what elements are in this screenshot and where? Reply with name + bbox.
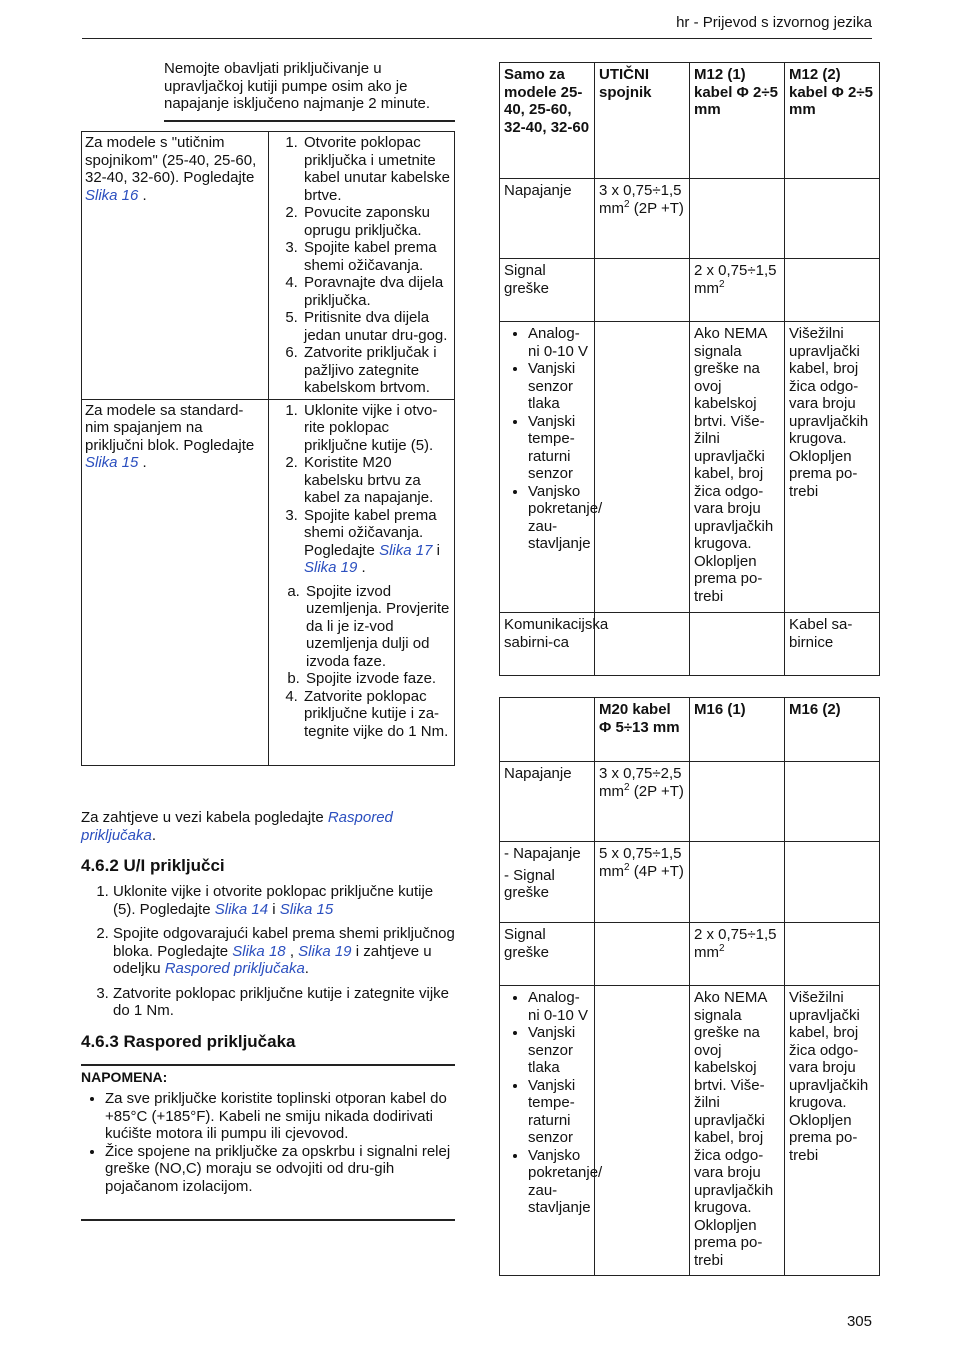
table-cell: Napajanje	[500, 179, 595, 259]
page-number: 305	[846, 1313, 872, 1330]
table-cell	[785, 842, 880, 923]
figure-18-link[interactable]: Slika 18	[232, 942, 286, 960]
list-item	[302, 507, 451, 688]
table-cell: Signal greške	[500, 923, 595, 986]
table-header-cell: M12 (1) kabel Φ 2÷5 mm	[690, 63, 785, 179]
terminal-layout-link[interactable]: Raspored priključaka	[81, 809, 393, 844]
table-cell: Ako NEMA signala greške na ovoj kabelskoj brtvi. Više-žilni upravljački kabel, broj žica odgo-vara broju upravljačkih krugova. Oklopljen prema po-trebi	[690, 322, 785, 613]
table-cell	[595, 613, 690, 676]
connection-instructions-table	[81, 131, 455, 766]
list-item: • Za sve priključke koristite toplinski otporan kabel do +85°C (+185°F). Kabeli ne smiju nikada dodirivati kućište motora ili pumpu ili cjevovod.	[105, 1090, 455, 1143]
list-item: 2. Koristite M20 kabelsku brtvu za kabel za napajanje.	[302, 454, 451, 507]
table-header-cell: M12 (2) kabel Φ 2÷5 mm	[785, 63, 880, 179]
table-cell	[595, 179, 690, 259]
figure-14-link[interactable]: Slika 14	[214, 900, 269, 918]
table-header-cell	[500, 698, 595, 762]
list-item: 2. Povucite zaponsku oprugu priključka.	[302, 204, 451, 239]
warning-divider	[164, 120, 455, 122]
power-spec: 3 x 0,75÷1,5 mm	[599, 182, 682, 217]
power-spec-sup: 2	[624, 781, 630, 793]
plug-steps-cell	[269, 132, 455, 400]
table-cell	[690, 613, 785, 676]
list-item: a. Spojite izvod uzemljenja. Provjerite da li je iz-vod uzemljenja dulji od izvoda faze.	[304, 583, 451, 671]
table-row	[500, 842, 880, 923]
table-cell: Kabel sa-birnice	[785, 613, 880, 676]
cable-ref-suffix: .	[151, 826, 157, 844]
power-spec-tail: (2P +T)	[629, 782, 684, 800]
list-item: • Vanjsko pokretanje/ zau-stavljanje	[528, 483, 591, 553]
table-cell	[690, 179, 785, 259]
note-top-rule	[81, 1064, 455, 1066]
table-cell: Ako NEMA signala greške na ovoj kabelskoj brtvi. Više-žilni upravljački kabel, broj žica odgo-vara broju upravljačkih krugova. Oklopljen prema po-trebi	[690, 986, 785, 1276]
list-item: 3. Spojite kabel prema shemi ožičavanja.	[302, 239, 451, 274]
table-header-cell: UTIČNI spojnik	[595, 63, 690, 179]
signal-list	[504, 325, 603, 553]
list-item: • Analog-ni 0-10 V	[528, 989, 591, 1024]
combo-label-fault: - Signal greške	[504, 866, 555, 901]
table-header-cell: M16 (1)	[690, 698, 785, 762]
table-cell: Signal greške	[500, 259, 595, 322]
table-header-cell: M16 (2)	[785, 698, 880, 762]
list-item: • Vanjski senzor tlaka	[528, 360, 591, 413]
step3-and: i	[436, 541, 440, 559]
table-cell	[690, 842, 785, 923]
table-cell	[500, 322, 603, 613]
table-cell: Višežilni upravljački kabel, broj žica odgo-vara broju upravljačkih krugova. Oklopljen prema po-trebi	[785, 322, 880, 613]
io-step1-and: i	[272, 900, 276, 918]
table-cell: Napajanje	[500, 762, 595, 842]
warning-text: Nemojte obavljati priključivanje u upravljačkoj kutiji pumpe osim ako je napajanje isključeno najmanje 2 minute.	[164, 60, 431, 112]
list-item: 3. Zatvorite poklopac priključne kutije i zategnite vijke do 1 Nm.	[113, 985, 455, 1020]
cable-table-standard-models	[499, 697, 880, 1276]
table-cell	[595, 923, 690, 986]
terminal-models-label: Za modele sa standard-nim spajanjem na priključni blok. Pogledajte	[85, 401, 255, 454]
cable-table-plug-models	[499, 62, 880, 676]
plug-models-label: Za modele s "utičnim spojnikom" (25-40, 25-60, 32-40, 32-60). Pogledajte	[85, 134, 257, 186]
table-cell	[690, 923, 785, 986]
figure-19-link[interactable]: Slika 19	[298, 942, 352, 960]
table-row	[500, 986, 880, 1276]
list-item	[113, 883, 455, 918]
list-item: • Vanjski tempe-raturni senzor	[528, 1077, 591, 1147]
list-item: 5. Pritisnite dva dijela jedan unutar dru-gog.	[302, 309, 451, 344]
table-cell	[785, 259, 880, 322]
table-cell	[690, 259, 785, 322]
io-steps	[81, 883, 455, 1027]
table-row	[500, 613, 880, 676]
note-bottom-rule	[81, 1219, 455, 1221]
combo-label-power: - Napajanje	[504, 845, 581, 862]
table-row	[82, 132, 455, 400]
terminal-models-suffix: .	[142, 454, 147, 471]
table-cell: Višežilni upravljački kabel, broj žica odgo-vara broju upravljačkih krugova. Oklopljen prema po-trebi	[785, 986, 880, 1276]
io-step1-text: Uklonite vijke i otvorite poklopac priključne kutije (5). Pogledajte	[113, 883, 434, 918]
section-4-6-3-title: 4.6.3 Raspored priključaka	[81, 1032, 296, 1051]
table-cell	[785, 179, 880, 259]
table-row	[500, 698, 880, 762]
list-item: 4. Zatvorite poklopac priključne kutije i za-tegnite vijke do 1 Nm.	[302, 688, 451, 741]
plug-steps-list	[272, 134, 451, 397]
combo-spec-tail: (4P +T)	[629, 862, 684, 880]
list-item: • Vanjski tempe-raturni senzor	[528, 413, 591, 483]
fault-spec: 2 x 0,75÷1,5 mm	[694, 262, 777, 297]
list-item: • Vanjsko pokretanje/ zau-stavljanje	[528, 1147, 591, 1217]
cable-ref-text: Za zahtjeve u vezi kabela pogledajte	[81, 809, 324, 826]
figure-15-link[interactable]: Slika 15	[279, 900, 334, 918]
terminal-models-cell	[82, 399, 269, 765]
header-language-note: hr - Prijevod s izvornog jezika	[676, 14, 872, 31]
list-item: 1. Otvorite poklopac priključka i umetnite kabel unutar kabelske brtve.	[302, 134, 451, 204]
fault-spec: 2 x 0,75÷1,5 mm	[694, 926, 777, 961]
list-item: 6. Zatvorite priključak i pažljivo zategnite kabelskom brtvom.	[302, 344, 451, 397]
table-header-cell: Samo za modele 25-40, 25-60, 32-40, 32-60	[500, 63, 595, 179]
table-cell	[785, 923, 880, 986]
substeps-list	[284, 583, 451, 688]
figure-19-link[interactable]: Slika 19	[304, 559, 358, 576]
table-cell	[595, 762, 690, 842]
list-item: • Analog-ni 0-10 V	[528, 325, 591, 360]
table-cell	[785, 762, 880, 842]
terminal-layout-link[interactable]: Raspored priključaka	[164, 960, 305, 977]
figure-15-link[interactable]: Slika 15	[85, 454, 139, 471]
table-cell	[500, 842, 595, 923]
table-cell	[595, 259, 690, 322]
list-item: 1. Uklonite vijke i otvo-rite poklopac priključne kutije (5).	[302, 402, 451, 455]
step3-suffix: .	[361, 559, 366, 576]
io-step2-suffix: .	[304, 960, 309, 977]
table-row	[500, 179, 880, 259]
note-title: NAPOMENA:	[81, 1069, 168, 1085]
table-row	[500, 259, 880, 322]
io-steps-list	[81, 883, 455, 1020]
list-item	[113, 925, 455, 978]
table-row	[500, 762, 880, 842]
header-divider	[82, 38, 872, 39]
power-spec-sup: 2	[624, 198, 630, 210]
step3-text: Spojite kabel prema shemi ožičavanja. Pogledajte	[304, 506, 437, 559]
plug-models-cell	[82, 132, 269, 400]
signal-list	[504, 989, 603, 1217]
list-item: b. Spojite izvode faze.	[304, 670, 451, 688]
figure-16-link[interactable]: Slika 16	[85, 186, 139, 204]
table-cell	[690, 762, 785, 842]
io-step2-sep: ,	[289, 942, 294, 960]
table-row	[500, 63, 880, 179]
terminal-steps-list	[272, 402, 451, 741]
figure-17-link[interactable]: Slika 17	[379, 541, 433, 559]
power-spec-tail: (2P +T)	[629, 199, 684, 217]
table-cell: Komunikacijska sabirni-ca	[500, 613, 595, 676]
combo-spec: 5 x 0,75÷1,5 mm	[599, 845, 682, 880]
table-cell	[500, 986, 603, 1276]
section-4-6-2-title: 4.6.2 U/I priključci	[81, 856, 225, 875]
terminal-steps-cell	[269, 399, 455, 765]
io-step2-text: Spojite odgovarajući kabel prema shemi priključnog bloka. Pogledajte	[113, 925, 455, 960]
plug-models-suffix: .	[142, 186, 147, 204]
list-item: • Žice spojene na priključke za opskrbu i signalni relej greške (NO,C) moraju se odvojiti od dru-gih pojačanom izolacijom.	[105, 1143, 455, 1196]
table-cell	[595, 322, 690, 613]
fault-spec-sup: 2	[719, 942, 725, 954]
cable-requirements-note	[81, 809, 455, 844]
table-header-cell: M20 kabel Φ 5÷13 mm	[595, 698, 690, 762]
table-row	[82, 399, 455, 765]
table-cell	[595, 842, 690, 923]
table-row	[500, 322, 880, 613]
fault-spec-sup: 2	[719, 278, 725, 290]
io-step2-mid: i zahtjeve u odeljku	[113, 942, 432, 977]
list-item: 4. Poravnajte dva dijela priključka.	[302, 274, 451, 309]
note-list	[81, 1090, 455, 1195]
list-item: • Vanjski senzor tlaka	[528, 1024, 591, 1077]
combo-spec-sup: 2	[624, 861, 630, 873]
power-spec: 3 x 0,75÷2,5 mm	[599, 765, 682, 800]
table-row	[500, 923, 880, 986]
table-cell	[595, 986, 690, 1276]
